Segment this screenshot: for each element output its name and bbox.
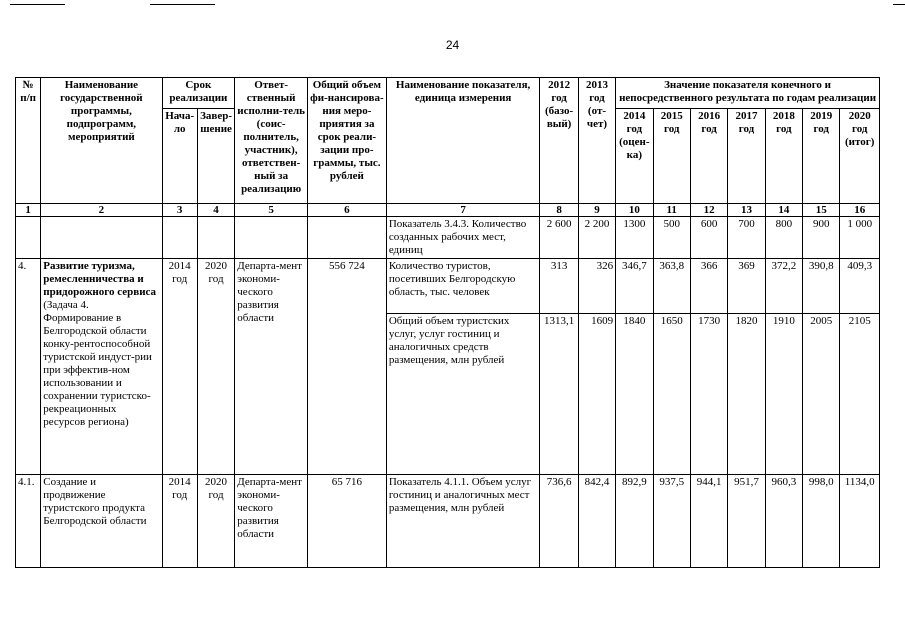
cell-empty xyxy=(16,217,41,259)
header-num: № п/п xyxy=(16,78,41,204)
value-cell: 500 xyxy=(653,217,690,259)
header-2013: 2013 год (от-чет) xyxy=(578,78,615,204)
value-cell: 409,3 xyxy=(840,259,880,314)
value-cell: 600 xyxy=(690,217,727,259)
header-indicator: Наименование показателя, единица измерения xyxy=(386,78,540,204)
value-cell: 2005 xyxy=(803,314,840,475)
value-cell: 892,9 xyxy=(616,475,653,568)
total-financing: 65 716 xyxy=(308,475,387,568)
start-year: 2014 год xyxy=(162,475,197,568)
header-2019: 2019 год xyxy=(803,109,840,204)
value-cell: 372,2 xyxy=(765,259,802,314)
cell-empty xyxy=(235,217,308,259)
cell-empty xyxy=(162,217,197,259)
value-cell: 800 xyxy=(765,217,802,259)
column-number: 10 xyxy=(616,204,653,217)
indicator-cell: Показатель 4.1.1. Объем услуг гостиниц и аналогичных мест размещения, млн рублей xyxy=(386,475,540,568)
column-number: 13 xyxy=(728,204,765,217)
column-number: 9 xyxy=(578,204,615,217)
value-cell: 998,0 xyxy=(803,475,840,568)
value-cell: 736,6 xyxy=(540,475,578,568)
page-number: 24 xyxy=(445,38,460,52)
value-cell: 326 xyxy=(578,259,615,314)
column-number: 2 xyxy=(41,204,162,217)
column-number: 5 xyxy=(235,204,308,217)
column-number: 8 xyxy=(540,204,578,217)
value-cell: 1609 xyxy=(578,314,615,475)
header-values-group: Значение показателя конечного и непосредственного результата по годам реализации xyxy=(616,78,880,109)
value-cell: 1820 xyxy=(728,314,765,475)
row-number: 4. xyxy=(16,259,41,475)
header-srok: Срок реализации xyxy=(162,78,235,109)
value-cell: 1650 xyxy=(653,314,690,475)
column-number: 15 xyxy=(803,204,840,217)
start-year: 2014 год xyxy=(162,259,197,475)
column-number: 16 xyxy=(840,204,880,217)
value-cell: 1 000 xyxy=(840,217,880,259)
value-cell: 2 200 xyxy=(578,217,615,259)
column-number: 6 xyxy=(308,204,387,217)
value-cell: 2 600 xyxy=(540,217,578,259)
indicator-cell: Общий объем туристских услуг, услуг гостиниц и аналогичных средств размещения, млн рублей xyxy=(386,314,540,475)
top-rule-middle xyxy=(150,4,215,5)
header-responsible: Ответ-ственный исполни-тель (соис-полнитель, участник), ответствен-ный за реализацию xyxy=(235,78,308,204)
value-cell: 1910 xyxy=(765,314,802,475)
responsible: Департа-мент экономи-ческого развития области xyxy=(235,475,308,568)
program-name-bold: Развитие туризма, ремесленничества и придорожного сервиса xyxy=(43,260,157,298)
column-number-row xyxy=(16,204,880,217)
value-cell: 1300 xyxy=(616,217,653,259)
column-number: 3 xyxy=(162,204,197,217)
indicator-cell: Показатель 3.4.3. Количество созданных рабочих мест, единиц xyxy=(386,217,540,259)
column-number: 1 xyxy=(16,204,41,217)
responsible: Департа-мент экономи-ческого развития области xyxy=(235,259,308,475)
header-end: Завер-шение xyxy=(197,109,234,204)
table-row xyxy=(16,217,880,259)
value-cell: 951,7 xyxy=(728,475,765,568)
value-cell: 313 xyxy=(540,259,578,314)
value-cell: 2105 xyxy=(840,314,880,475)
value-cell: 1730 xyxy=(690,314,727,475)
program-name: Создание и продвижение туристского продукта Белгородской области xyxy=(41,475,162,568)
value-cell: 369 xyxy=(728,259,765,314)
value-cell: 960,3 xyxy=(765,475,802,568)
header-2017: 2017 год xyxy=(728,109,765,204)
header-name: Наименование государственной программы, подпрограмм, мероприятий xyxy=(41,78,162,204)
value-cell: 390,8 xyxy=(803,259,840,314)
value-cell: 937,5 xyxy=(653,475,690,568)
value-cell: 900 xyxy=(803,217,840,259)
value-cell: 842,4 xyxy=(578,475,615,568)
cell-empty xyxy=(41,217,162,259)
value-cell: 366 xyxy=(690,259,727,314)
header-2015: 2015 год xyxy=(653,109,690,204)
header-2014: 2014 год (оцен-ка) xyxy=(616,109,653,204)
cell-empty xyxy=(197,217,234,259)
column-number: 11 xyxy=(653,204,690,217)
program-table xyxy=(15,77,880,568)
column-number: 14 xyxy=(765,204,802,217)
table-row xyxy=(16,475,880,568)
top-rule-left xyxy=(10,4,65,5)
total-financing: 556 724 xyxy=(308,259,387,475)
header-row-1 xyxy=(16,78,880,109)
value-cell: 1313,1 xyxy=(540,314,578,475)
header-start: Нача-ло xyxy=(162,109,197,204)
value-cell: 363,8 xyxy=(653,259,690,314)
value-cell: 1840 xyxy=(616,314,653,475)
program-name-rest: (Задача 4. Формирование в Белгородской области конку-рентоспособной туристской индуст-рии при эффектив-ном использовании и сохранении туристско-рекреационных ресурсов региона) xyxy=(43,299,152,428)
cell-empty xyxy=(308,217,387,259)
value-cell: 944,1 xyxy=(690,475,727,568)
column-number: 12 xyxy=(690,204,727,217)
column-number: 7 xyxy=(386,204,540,217)
row-number: 4.1. xyxy=(16,475,41,568)
column-number: 4 xyxy=(197,204,234,217)
table-row xyxy=(16,259,880,314)
end-year: 2020 год xyxy=(197,475,234,568)
top-rule-right xyxy=(893,4,905,5)
program-name xyxy=(41,259,162,475)
value-cell: 1134,0 xyxy=(840,475,880,568)
header-2012: 2012 год (базо-вый) xyxy=(540,78,578,204)
indicator-cell: Количество туристов, посетивших Белгородскую область, тыс. человек xyxy=(386,259,540,314)
end-year: 2020 год xyxy=(197,259,234,475)
header-2016: 2016 год xyxy=(690,109,727,204)
value-cell: 700 xyxy=(728,217,765,259)
header-2020: 2020 год (итог) xyxy=(840,109,880,204)
value-cell: 346,7 xyxy=(616,259,653,314)
header-financing: Общий объем фи-нансирова-ния меро-приятия за срок реали-зации про-граммы, тыс. рублей xyxy=(308,78,387,204)
header-2018: 2018 год xyxy=(765,109,802,204)
